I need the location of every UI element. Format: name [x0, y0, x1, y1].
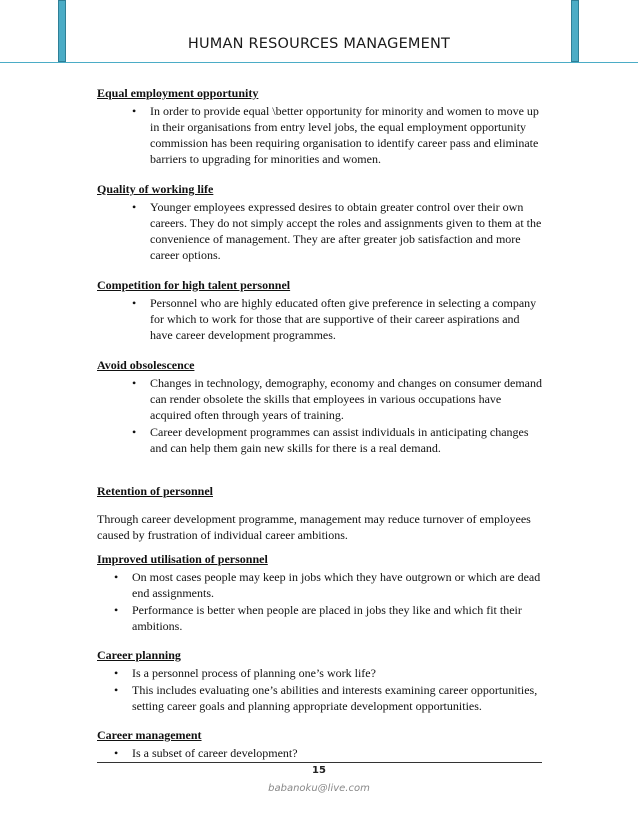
list-item: • In order to provide equal \better opportunity for minority and women to move up in their organisations from entry level jobs, the equal employment opportunity commission has been requiring organisation to identify career pass and eliminate barriers to upgrading for minorities and women. — [150, 103, 542, 167]
bullet-list — [97, 665, 542, 714]
list-item: • On most cases people may keep in jobs which they have outgrown or which are dead end assignments. — [132, 569, 542, 601]
section-avoid-obsolescence — [97, 357, 542, 456]
bullet-list — [97, 745, 542, 761]
footer-rule — [97, 762, 542, 763]
header-tab-right — [571, 0, 579, 62]
header-rule — [0, 62, 638, 63]
bullet-list — [97, 103, 542, 167]
list-item: • Career development programmes can assist individuals in anticipating changes and can help them gain new skills for there is a real demand. — [150, 424, 542, 456]
bullet-list — [97, 199, 542, 263]
section-heading: Improved utilisation of personnel — [97, 552, 268, 566]
bullet-list — [97, 295, 542, 343]
footer-email: babanoku@live.com — [268, 783, 370, 794]
list-item: • Performance is better when people are placed in jobs they like and which fit their ambitions. — [132, 602, 542, 634]
list-item: • Younger employees expressed desires to obtain greater control over their own careers. They do not simply accept the roles and assignments given to them at the convenience of management. They are after greater job satisfaction and more career options. — [150, 199, 542, 263]
section-retention — [97, 483, 542, 543]
section-heading: Retention of personnel — [97, 484, 213, 498]
list-item: • Personnel who are highly educated often give preference in selecting a company for which to work for those that are supportive of their career aspirations and have career development programmes. — [150, 295, 542, 343]
section-heading: Equal employment opportunity — [97, 86, 259, 100]
list-item: • Is a personnel process of planning one’s work life? — [132, 665, 542, 681]
header-tab-left — [58, 0, 66, 62]
section-heading: Quality of working life — [97, 182, 214, 196]
section-equal-employment — [97, 85, 542, 167]
header-title: HUMAN RESOURCES MANAGEMENT — [187, 36, 451, 52]
section-heading: Career planning — [97, 648, 181, 662]
page-content — [97, 85, 542, 762]
section-heading: Avoid obsolescence — [97, 358, 195, 372]
section-quality-working-life — [97, 181, 542, 263]
list-item: • Changes in technology, demography, economy and changes on consumer demand can render obsolete the skills that employees in various occupations have acquired often through years of training. — [150, 375, 542, 423]
section-career-planning — [97, 647, 542, 714]
page-number: 15 — [312, 765, 326, 776]
list-item: • Is a subset of career development? — [132, 745, 542, 761]
section-improved-utilisation — [97, 551, 542, 634]
section-paragraph: Through career development programme, management may reduce turnover of employees caused by frustration of individual career ambitions. — [97, 512, 531, 542]
section-heading: Career management — [97, 728, 202, 742]
section-heading: Competition for high talent personnel — [97, 278, 291, 292]
section-competition — [97, 277, 542, 343]
section-career-management — [97, 727, 542, 761]
bullet-list — [97, 569, 542, 634]
bullet-list — [97, 375, 542, 456]
list-item: • This includes evaluating one’s abilities and interests examining career opportunities, setting career goals and planning appropriate development opportunities. — [132, 682, 542, 714]
